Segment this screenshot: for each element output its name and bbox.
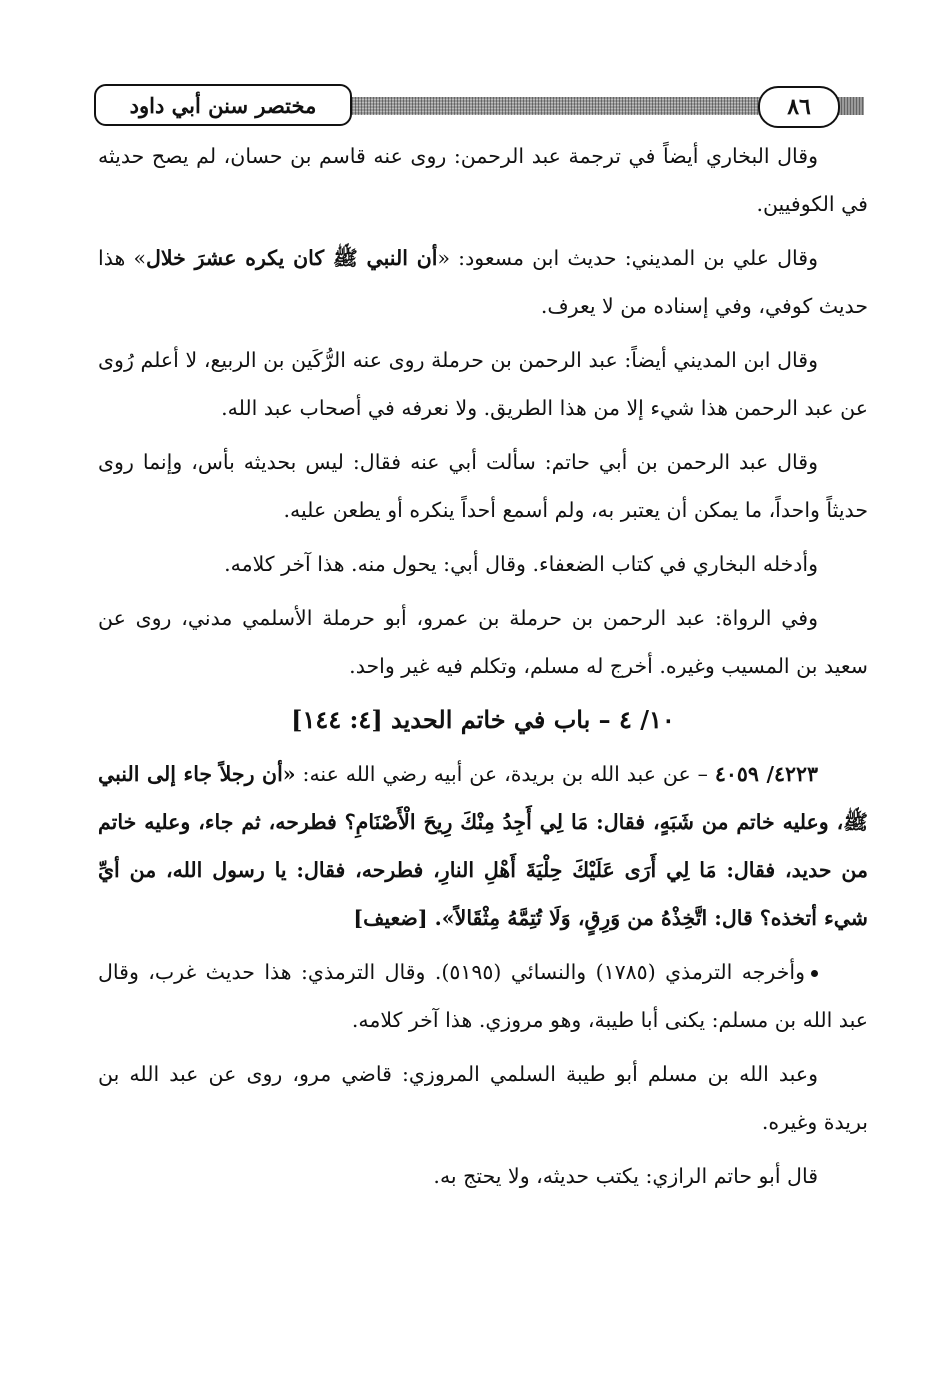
note-paragraph: قال أبو حاتم الرازي: يكتب حديثه، ولا يحتج به. [433,1164,818,1188]
paragraph-text: » هذا حديث كوفي، وفي إسناده من لا يعرف. [98,246,868,318]
hadith-paragraph [98,750,868,942]
paragraph: وقال البخاري أيضاً في ترجمة عبد الرحمن: روى عنه قاسم بن حسان، لم يصح حديثه في الكوفيين. [98,144,868,216]
hadith-number: ٤٢٢٣/ ٤٠٥٩ [714,762,818,786]
hadith-text: «أن رجلاً جاء إلى النبي ﷺ، وعليه خاتم من شَبَهٍ، فقال: مَا لِي أَجِدُ مِنْكَ رِيحَ الْأَصْنَامِ؟ فطرحه، ثم جاء، وعليه خاتم من حديد، فقال: مَا لِي أَرَى عَلَيْكَ حِلْيَةَ أَهْلِ النارِ، فطرحه، فقال: يا رسول الله، من أيِّ شيء أتخذه؟ قال: اتَّخِذْهُ من وَرِقٍ، وَلَا تُتِمَّهُ مِثْقَالاً». [98,762,868,930]
paragraph: وقال ابن المديني أيضاً: عبد الرحمن بن حرملة روى عنه الرُّكَين بن الربيع، لا أعلم رُوى عن عبد الرحمن هذا شيء إلا من هذا الطريق. ولا نعرفه في أصحاب عبد الله. [98,348,868,420]
book-title: مختصر سنن أبي داود [94,84,352,126]
paragraph [98,234,868,330]
hadith-chain: – عن عبد الله بن بريدة، عن أبيه رضي الله عنه: [295,762,715,786]
chapter-heading: ١٠/ ٤ – باب في خاتم الحديد [٤: ١٤٤] [291,705,675,734]
paragraph: وفي الرواة: عبد الرحمن بن حرملة بن عمرو، أبو حرملة الأسلمي مدني، روى عن سعيد بن المسيب وغيره. أخرج له مسلم، وتكلم فيه غير واحد. [98,606,868,678]
paragraph: وأدخله البخاري في كتاب الضعفاء. وقال أبي: يحول منه. هذا آخر كلامه. [224,552,818,576]
note-text: وأخرجه الترمذي (١٧٨٥) والنسائي (٥١٩٥). وقال الترمذي: هذا حديث غرب، وقال عبد الله بن مسلم: يكنى أبا طيبة، وهو مروزي. هذا آخر كلامه. [98,960,868,1032]
page-body [98,132,868,1206]
running-header [94,84,864,130]
note-paragraph [98,948,868,1044]
paragraph-text: وقال علي بن المديني: حديث ابن مسعود: « [437,246,818,270]
header-ornament-band [352,97,784,115]
paragraph: وقال عبد الرحمن بن أبي حاتم: سألت أبي عنه فقال: ليس بحديثه بأس، وإنما روى حديثاً واحداً، ما يمكن أن يعتبر به، ولم أسمع أحداً ينكره أو يطعن عليه. [98,450,868,522]
quoted-hadith-text: أن النبي ﷺ كان يكره عشرَ خلال [146,246,438,270]
header-ornament-band-right [838,97,864,115]
bullet-icon [811,970,818,977]
note-paragraph: وعبد الله بن مسلم أبو طيبة السلمي المروزي: قاضي مرو، روى عن عبد الله بن بريدة وغيره. [98,1062,868,1134]
page-number: ٨٦ [758,86,840,128]
hadith-grade: [ضعيف] [353,906,435,930]
